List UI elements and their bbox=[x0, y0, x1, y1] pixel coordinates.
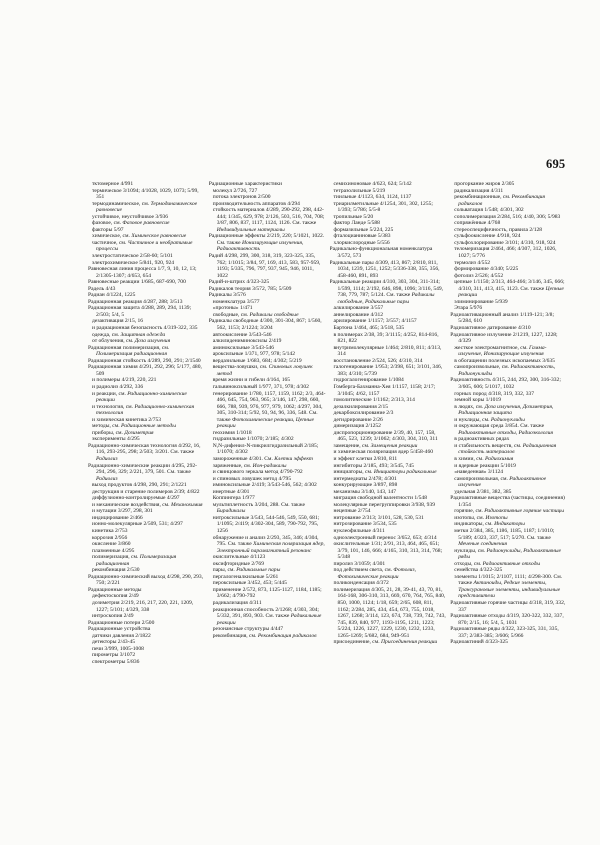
index-subentry: термическое 3/1094; 4/1028, 1029, 1073; 5/99, 351 bbox=[92, 187, 199, 201]
index-subentry: методы, см. Радиационные методы bbox=[92, 423, 176, 430]
index-subentry: конкурирующие 3/897, 898 bbox=[333, 482, 398, 489]
index-subentry: геохимия 1/1018 bbox=[212, 429, 252, 436]
index-subentry: алкилирование 3/557 bbox=[333, 305, 384, 312]
index-subentry: приборы, см. Дозиметрия bbox=[92, 429, 154, 436]
index-subentry: удельная 2/381, 382, 385 bbox=[454, 488, 512, 495]
index-subentry: радикализация 4/311 bbox=[212, 600, 262, 606]
index-subentry: устойчивое, неустойчивое 3/936 bbox=[92, 213, 169, 220]
index-subentry: гидразильные 1/1070; 2/185; 4/302 bbox=[212, 436, 294, 443]
index-headword: Радиационная реакция 4/287, 288; 3/513 bbox=[88, 298, 183, 305]
index-headword: Радиоактивные вещества (частицы, соединения) 1/354 bbox=[450, 495, 565, 508]
index-headword: Радикально-функциональная номенклатура 3/572, 573 bbox=[329, 246, 433, 260]
index-subentry: декарбоксилирование 2/3 bbox=[333, 410, 394, 417]
index-subentry: димеризация 2/1252 bbox=[333, 423, 381, 430]
index-subentry: нецепные 2/754 bbox=[333, 508, 371, 515]
index-subentry: производительность аппаратов 4/294 bbox=[212, 200, 300, 207]
index-headword: Радиоактивное датирование 4/310 bbox=[450, 325, 531, 332]
index-subentry: N,N-дифенил-N-пикрилгидразильный 2/185; 1/1070; 4/302 bbox=[212, 442, 319, 456]
index-subentry: восстановление 2/524, 526; 4/310, 314 bbox=[333, 357, 423, 364]
index-subentry: автоокисление 3/543-546 bbox=[212, 331, 272, 338]
index-headword: Радий-и-штрих 4/323-325 bbox=[208, 279, 270, 286]
index-subentry: диспропорционирование 2/39, 40, 157, 158, 465, 523, 1239; 3/1062; 4/303, 304, 310, 311 bbox=[333, 429, 438, 443]
index-headword: Радель 4/43 bbox=[88, 285, 116, 292]
index-subentry: интроскопия 2/49 bbox=[92, 613, 134, 620]
index-subentry: гальвиноксильный 1/977, 371, 978; 4/302 bbox=[212, 383, 309, 390]
index-columns bbox=[88, 181, 567, 839]
index-subentry: Этара 5/976 bbox=[454, 305, 483, 312]
index-subentry: дезалкилирования 2/15 bbox=[333, 403, 389, 410]
index-subentry: пиролиз 3/1059; 4/301 bbox=[333, 560, 386, 567]
index-subentry: теломеризация 2/464, 466; 4/307, 312, 1026, 1027; 5/776 bbox=[454, 246, 557, 260]
index-subentry: в радиоактивных рядах bbox=[454, 436, 510, 443]
index-subentry: и спиновых ловушек метод 4/795 bbox=[212, 475, 292, 482]
index-headword: Радиационная полимеризация, см. Полимеризация радиационная bbox=[88, 344, 170, 358]
index-headword: Радиоактивность 4/315, 244, 292, 300, 316-332; 3/605, 606; 5/1017, 1032 bbox=[450, 377, 561, 390]
index-headword: Радий 4/298, 299, 300, 318, 319, 323-325, 335, 762; 1/1015; 3/84, 97, 169, 413, 583, 957-959, 1193; 5/335, 796, 797, 937, 945, 946, 1011, 1022 bbox=[208, 253, 321, 279]
index-subentry: сопряжённые 4/768 bbox=[454, 220, 501, 227]
index-subentry: земной коры 1/1019 bbox=[454, 397, 501, 404]
index-subentry: оксифторидные 2/769 bbox=[212, 560, 264, 567]
index-headword: Радиационная химия 4/291, 292, 296; 5/177, 480, 509 bbox=[88, 364, 202, 377]
index-subentry: горных пород 4/318, 319, 332, 337 bbox=[454, 390, 535, 397]
index-subentry: замещение, см. Замещения реакции bbox=[333, 442, 418, 449]
index-subentry: пероксильные 3/452, 453; 5/445 bbox=[212, 580, 287, 587]
index-subentry: генерирование 1/780, 1157, 1159, 1162; 2/3, 464-466, 645, 754, 963, 965; 3/146, 147, 298, 660, 666, 788, 939, 976, 977, 979, 1062; 4/297, 304, 305, 310-314; 5/92, 93, 94, 96, 336, 548. См. также Фотохимические реакции, Цепные реакции bbox=[212, 390, 326, 430]
index-subentry: мультиплетность 3/204, 288. См. также Бирадикалы bbox=[212, 501, 305, 515]
index-subentry: применение 2/572, 873, 1125-1127, 1184, 1185; 3/662; 4/790-792 bbox=[212, 586, 322, 600]
index-subentry: диффузионно-контролируемые 4/297 bbox=[92, 495, 180, 502]
index-subentry: и окружающая среда 3/854. См. также Радиоактивные отходы, Радиоэкология bbox=[454, 423, 554, 436]
index-subentry: метки 2/384, 385, 1186, 1185, 1187; 1/1010; 5/189; 4/323, 337, 517; 5/270. См. также Меченые соединения bbox=[454, 527, 555, 548]
index-headword: Радиационная защита 4/288, 289, 294, 1139; 2/503; 5/4, 5 bbox=[88, 305, 192, 318]
index-subentry: дефектоскопия 2/49 bbox=[92, 593, 139, 600]
index-subentry: формазильные 5/224, 225 bbox=[333, 226, 394, 233]
index-subentry: пергалогеналкильные 5/261 bbox=[212, 573, 279, 580]
index-subentry: нитрозирование 3/534, 535 bbox=[333, 521, 397, 528]
index-subentry: в химии, см. Радиохимия bbox=[454, 455, 514, 462]
index-subentry: изотопы, см. Изотопы bbox=[454, 514, 508, 521]
index-subentry: горячие, см. Радиоактивные горячие частицы bbox=[454, 508, 565, 515]
index-headword: Радиоактивные отходы 4/319, 320-322, 332, 337, 870; 2/15, 16; 5/4, 5, 1031 bbox=[450, 613, 564, 626]
index-subentry: Коппингера 1/977 bbox=[212, 495, 255, 502]
index-headword: Радиоактивные ряды 4/322, 323-325, 331, 335, 337; 2/383-385; 3/606; 5/966 bbox=[450, 626, 559, 639]
index-subentry: механизмы 3/140, 143, 147 bbox=[333, 488, 397, 495]
index-subentry: плазменные 4/295 bbox=[92, 547, 135, 554]
index-subentry: окислительные 4/1123 bbox=[212, 554, 266, 561]
index-subentry: обнаружение и анализ 2/293, 345, 346; 4/304, 795. См. также Химическая поляризация ядер, Электронный парамагнитный резонанс bbox=[212, 534, 325, 554]
index-subentry: жесткое электромагнитное, см. Гамма-излучение, Ионизирующие излучения bbox=[454, 344, 547, 358]
index-subentry: кинетика 2/753 bbox=[92, 527, 128, 534]
index-subentry: сополимеризация 2/284, 516; 4/40, 306; 5/983 bbox=[454, 213, 561, 220]
index-subentry: тиильные 4/1123, 634, 1124, 1137 bbox=[333, 194, 412, 201]
index-subentry: и нуклиды, см. Радионуклиды bbox=[454, 416, 525, 423]
index-subentry: триарилметильные 4/1254, 301, 302, 1255; 1/393; 5/786; 5/5-8 bbox=[333, 200, 433, 214]
index-subentry: под действием света, см. Фотолиз, Фотохимические реакции bbox=[333, 567, 416, 580]
index-subentry: сульфохлорирование 3/101; 4/310, 918, 924 bbox=[454, 239, 556, 246]
index-subentry: и химическая кинетика 2/753 bbox=[92, 416, 162, 423]
index-headword: Радикалы 3/576 bbox=[208, 292, 246, 299]
index-subentry: и стабильность веществ, см. Радиационная стойкость материалов bbox=[454, 442, 557, 456]
index-column bbox=[450, 181, 567, 839]
index-subentry: датчики давления 2/1822 bbox=[92, 632, 151, 639]
index-subentry: семихиноновые 4/623, 624; 5/142 bbox=[333, 181, 412, 187]
index-subentry: ионно-молекулярные 2/509, 531; 4/297 bbox=[92, 521, 183, 528]
index-subentry: термолиз 4/552 bbox=[454, 259, 490, 266]
index-subentry: дегидрирование 2/26 bbox=[333, 416, 383, 423]
index-subentry: и радиолиз 4/292, 336 bbox=[92, 383, 144, 390]
index-column bbox=[330, 181, 447, 839]
index-column bbox=[88, 181, 205, 839]
index-subentry: семейства 4/322-325 bbox=[454, 567, 503, 574]
index-subentry: фталоцианиновые 5/383 bbox=[333, 233, 391, 240]
index-headword: Радиационные методы bbox=[88, 586, 142, 593]
index-subentry: и мутации 3/297, 298, 301 bbox=[92, 508, 153, 515]
index-subentry: нуклиды, см. Радионуклиды, Радиоактивные ряды bbox=[454, 547, 562, 561]
index-subentry: элементы 1/1015; 2/1107, 1111; 4/298-300. См. также Актиноиды, Редкие элементы, Трансурановые элементы, индивидуальные представители bbox=[454, 573, 563, 600]
index-subentry: полимеризация 4/305, 21, 28, 39-41, 43, 70, 81, 164-168, 306-310, 313, 669, 670, 764, 765, 840, 850, 1000, 1124; 1/18, 659; 2/65, 608, 811, 1162; 2/284, 285, 434, 454, 673, 755, 1018, 1267, 1268; 3/114, 123, 674, 738, 739, 742, 743, 745, 839, 840, 977, 1193-1195, 1211, 1223; 5/224, 1226, 1227, 1229, 1230, 1232, 1233, 1265-1269; 5/682, 684, 949-951 bbox=[333, 586, 446, 639]
index-subentry: тктомерное 4/991 bbox=[92, 181, 134, 187]
index-subentry: эксперименты 4/295 bbox=[92, 436, 140, 443]
page-number: 695 bbox=[546, 157, 566, 171]
index-subentry: от облучения, см. Доза излучения bbox=[92, 338, 171, 345]
index-subentry: печи 3/999, 1005-1008 bbox=[92, 645, 144, 652]
index-subentry: вещества-ловушки, см. Спиновых ловушек метод bbox=[212, 364, 313, 377]
index-subentry: стойкость материалов 4/289, 290-292, 298, 442-444; 1/345, 629, 978; 2/126, 503, 516, 704, 708; 3/87, 806, 837, 1117, 1124, 1126. См. также Индивидуальные материалы bbox=[212, 207, 325, 233]
index-subentry: иминоксильные 2/419; 3/543-546, 562; 4/302 bbox=[212, 482, 317, 489]
index-headword: Радиоактивационный анализ 1/119-121; 3/8; 5/284, 610 bbox=[450, 311, 554, 325]
index-subentry: элиминирование 5/939 bbox=[454, 298, 508, 305]
index-subentry: потока электронов 2/500 bbox=[212, 194, 271, 201]
index-headword: Радикальные реакции 4/310, 303, 304, 311-314; 1/599, 1114; 2/192, 646, 898, 1096; 3/116, 549, 738, 779, 787; 5/124. См. также Радикалы свободные, Радикальные пары bbox=[329, 279, 444, 305]
index-subentry: самопроизвольная, см. Радиоактивное излучение bbox=[454, 475, 547, 489]
index-subentry: молекул 2/726, 727 bbox=[212, 187, 258, 194]
index-subentry: факторы 5/97 bbox=[92, 226, 124, 233]
index-subentry: реакционная способность 2/1268; 4/303, 304; 5/332, 391, 893, 903. См. также Радикальные реакции bbox=[212, 606, 322, 626]
index-subentry: в людях, см. Доза излучения, Дозиметрия, Радиационная защита bbox=[454, 403, 554, 417]
index-subentry: гомолитические 1/1162; 2/313, 314 bbox=[333, 397, 415, 404]
index-headword: Радиационно-химические реакции 4/295, 292-294, 296, 329; 2/221, 379, 501. См. также Радиолиз bbox=[88, 462, 197, 482]
index-subentry: и механические воздействия, см. Механохимия bbox=[92, 501, 203, 508]
index-subentry: и реакции, см. Радиационно-химические реакции bbox=[92, 390, 187, 404]
index-subentry: аминоксильные 3/543-546 bbox=[212, 344, 275, 351]
index-headword: Радикалы свободные 4/300, 301-304, 867; 1/560, 562, 1153; 2/1224; 3/204 bbox=[208, 318, 322, 332]
index-subentry: присоединение, см. Присоединения реакции bbox=[333, 639, 438, 646]
index-subentry: и ядерные реакции 5/1019 bbox=[454, 462, 516, 469]
index-subentry: индикаторы, см. Индикаторы bbox=[454, 521, 525, 528]
index-subentry: нитрование 2/313; 3/101, 528, 530, 531 bbox=[333, 514, 424, 521]
index-subentry: заряженные, см. Ион-радикалы bbox=[212, 462, 287, 469]
index-subentry: электрохимическое 5/841, 920, 924 bbox=[92, 259, 175, 266]
index-subentry: рекомбинация, см. Рекомбинация радикалов bbox=[212, 632, 317, 639]
index-subentry: пары, см. Радикальные пары bbox=[212, 567, 281, 574]
index-subentry: спектрометры 5/836 bbox=[92, 658, 140, 665]
index-subentry: миграция свободной валентности 1/548 bbox=[333, 495, 427, 502]
index-subentry: дезактивация 2/15, 16 bbox=[92, 318, 144, 325]
index-subentry: молекулярные перегруппировки 3/938, 939 bbox=[333, 501, 435, 508]
index-subentry: деструкция и старение полимеров 2/39; 4/822 bbox=[92, 488, 200, 495]
index-subentry: и химическая поляризация ядер 5/458-460 bbox=[333, 449, 433, 456]
index-headword: Радиоактивное излучение 2/1219, 1227, 1228; 4/329 bbox=[450, 331, 558, 345]
index-subentry: рекомбинация 2/530 bbox=[92, 567, 140, 574]
index-headword: Радиационные устройства bbox=[88, 626, 151, 633]
index-headword: Радиационные потери 2/500 bbox=[88, 619, 155, 626]
index-headword: Радиационные эффекты 2/219, 220; 5/1021, 1022. См. также Ионизирующие излучения, Радиоактивность bbox=[208, 233, 325, 253]
index-subentry: выход продуктов 4/298, 290, 291; 2/1221 bbox=[92, 482, 187, 489]
index-subentry: галогенирование 1/953; 2/398, 651; 3/101, 346, 383; 4/310; 5/739 bbox=[333, 364, 443, 377]
index-subentry: замороженные 4/301. См. Клетки эффект bbox=[212, 455, 313, 462]
index-subentry: Гомберга-Бахманна-Хея 1/1157, 1158; 2/17; 3/1045; 4/62, 1157 bbox=[333, 383, 436, 397]
index-subentry: дозиметрия 2/219, 216, 217, 220, 221, 1209, 1227; 5/101; 4/329, 338 bbox=[92, 600, 194, 613]
index-subentry: нуклеофильные 4/311 bbox=[333, 527, 385, 534]
index-column bbox=[209, 181, 326, 839]
index-subentry: интермедиаты 2/478; 4/301 bbox=[333, 475, 397, 482]
index-subentry: фактор Ланде 5/588 bbox=[333, 220, 380, 227]
index-headword: Радиационно-химический выход 4/298, 290, 293, 750; 2/221 bbox=[88, 573, 204, 587]
index-subentry: отходы, см. Радиоактивные отходы bbox=[454, 560, 541, 567]
index-subentry: электростатическое 2/58-60; 5/101 bbox=[92, 253, 173, 260]
index-subentry: инертные 4/301 bbox=[212, 488, 250, 495]
index-subentry: химическое, см. Химическое равновесие bbox=[92, 233, 187, 240]
index-subentry: свободные, см. Радикалы свободные bbox=[212, 311, 299, 318]
index-subentry: внутримолекулярные 1/464; 2/810, 811; 4/313, 314 bbox=[333, 344, 442, 358]
index-subentry: сольватация 1/548; 4/301, 302 bbox=[454, 207, 524, 214]
index-subentry: тропильные 5/20 bbox=[333, 213, 374, 220]
index-subentry: вердазильные 1/683, 684; 4/302; 5/219 bbox=[212, 357, 302, 364]
index-subentry: хлоркислородные 5/556 bbox=[333, 239, 390, 246]
index-headword: Радикальные пары 4/309, 413, 867; 2/810, 811, 1034, 1239, 1251, 1252; 5/336-338, 355, 356, 458-460, 891, 893 bbox=[329, 259, 440, 279]
index-subentry: окислительные 1/31; 2/91, 313, 464, 465, 651; 3/79, 101, 146, 666; 4/165, 310, 313, 314, 768; 5/348 bbox=[333, 541, 443, 561]
index-headword: Радикалов теория 3/572, 785; 5/509 bbox=[208, 285, 292, 292]
index-subentry: аннелирование 4/312 bbox=[333, 311, 384, 318]
index-subentry: одноэлектронный перенос 3/652, 653; 4/314 bbox=[333, 534, 437, 541]
index-subentry: индицирование 2/466 bbox=[92, 514, 143, 521]
index-subentry: сульфоокисление 4/918, 924 bbox=[454, 233, 521, 240]
index-subentry: окисление 3/860 bbox=[92, 541, 131, 548]
index-subentry: номенклатура 3/577 bbox=[212, 298, 260, 305]
index-subentry: прогоркание жиров 2/305 bbox=[454, 181, 515, 187]
index-subentry: цепные 1/1150; 2/313, 464-466; 3/146, 345, 666; 4/310, 311, 413, 415, 1123. См. также Цепные реакции bbox=[454, 279, 565, 299]
index-subentry: тетразолильные 5/219 bbox=[333, 187, 386, 194]
index-subentry: и радиационная безопасность 4/319-322, 335 bbox=[92, 325, 198, 332]
index-subentry: в обогащении полезных ископаемых 3/635 bbox=[454, 357, 555, 364]
index-headword: Радиационная стойкость 4/289, 290, 291; 2/1540 bbox=[88, 357, 201, 364]
index-subentry: поликонденсация 4/372 bbox=[333, 580, 389, 587]
index-subentry: и свинцового зеркала метод 4/790-792 bbox=[212, 469, 303, 476]
index-subentry: термодинамическое, см. Термодинамическое равновесие bbox=[92, 200, 198, 214]
index-subentry: радикализация 4/311 bbox=[454, 187, 504, 194]
index-subentry: нитроксильные 3/543, 544-546, 549, 550, 681; 1/1095; 2/419; 4/302-304, 589, 790-792, 795, 1256 bbox=[212, 514, 320, 534]
index-subentry: пирометры 3/1072 bbox=[92, 652, 136, 659]
index-subentry: и технология, см. Радиационно-химическая технология bbox=[92, 403, 195, 417]
index-subentry: детекторы 2/43-45 bbox=[92, 639, 136, 646]
index-subentry: фотолиз 2/526; 4/552 bbox=[454, 272, 504, 279]
index-headword: Радиационно-химическая технология 4/292, 16, 116, 293-295, 298; 2/503; 3/201. См. также Радиолиз bbox=[88, 442, 201, 462]
index-subentry: самопроизвольные, см. Радиоактивность, Радионуклиды bbox=[454, 364, 556, 377]
index-subentry: и полимеры 4/219, 220, 221 bbox=[92, 377, 157, 384]
index-subentry: резонансные структуры 4/447 bbox=[212, 626, 284, 633]
index-subentry: «наведенная» 3/1124 bbox=[454, 469, 504, 476]
index-headword: Радиоактиний 4/323-325 bbox=[450, 639, 508, 646]
index-subentry: стереоспецифичность, правила 2/128 bbox=[454, 226, 543, 233]
index-subentry: алкилидениминоксилы 2/419 bbox=[212, 338, 282, 345]
index-subentry: в полимерах 2/38, 39; 3/1115; 4/252, 814-816, 821, 822 bbox=[333, 331, 439, 345]
index-subentry: частичное, см. Частичное и необратимые процессы bbox=[92, 239, 193, 253]
index-subentry: Бартона 1/464, 465; 3/518, 535 bbox=[333, 325, 405, 332]
index-headword: Равновесная линия процесса 1/7, 9, 10, 12, 13; 2/1305-1307; 4/653, 654 bbox=[88, 266, 197, 279]
index-subentry: инициаторы, см. Инициаторы радикальные bbox=[333, 469, 437, 476]
index-subentry: и эффект клетки 2/810, 811 bbox=[333, 455, 398, 462]
index-subentry: арилирование 1/1157; 3/557; 4/1157 bbox=[333, 318, 417, 325]
index-subentry: рекомбинационные, см. Рекомбинация радикалов bbox=[454, 194, 546, 207]
index-subentry: коррозия 2/956 bbox=[92, 534, 128, 541]
index-headword: Радиоактивные горячие частицы 4/318, 319, 332, 337 bbox=[450, 600, 566, 613]
index-subentry: ингибиторы 2/185, 493; 3/545, 745 bbox=[333, 462, 414, 469]
index-subentry: время жизни и гибели 4/164, 165 bbox=[212, 377, 291, 384]
index-subentry: полимеризация, см. Полимеризация радиационная bbox=[92, 554, 177, 567]
index-subentry: гидрогалогенирование 1/1084 bbox=[333, 377, 404, 384]
index-subentry: ароксильные 1/371, 977, 978; 5/142 bbox=[212, 351, 295, 358]
index-subentry: формирование 4/340; 5/225 bbox=[454, 266, 519, 273]
index-subentry: «протоны» 1/471 bbox=[212, 305, 253, 312]
index-headword: Радиационные характеристики bbox=[208, 181, 282, 187]
index-headword: Равновесные реакции 1/685, 687-690, 700 bbox=[88, 279, 186, 286]
index-subentry: одежда, см. Защитная одежда bbox=[92, 331, 166, 338]
index-headword: Радиан 4/1224, 1225 bbox=[88, 292, 136, 299]
index-subentry: фазовое, см. Фазовое равновесие bbox=[92, 220, 170, 227]
